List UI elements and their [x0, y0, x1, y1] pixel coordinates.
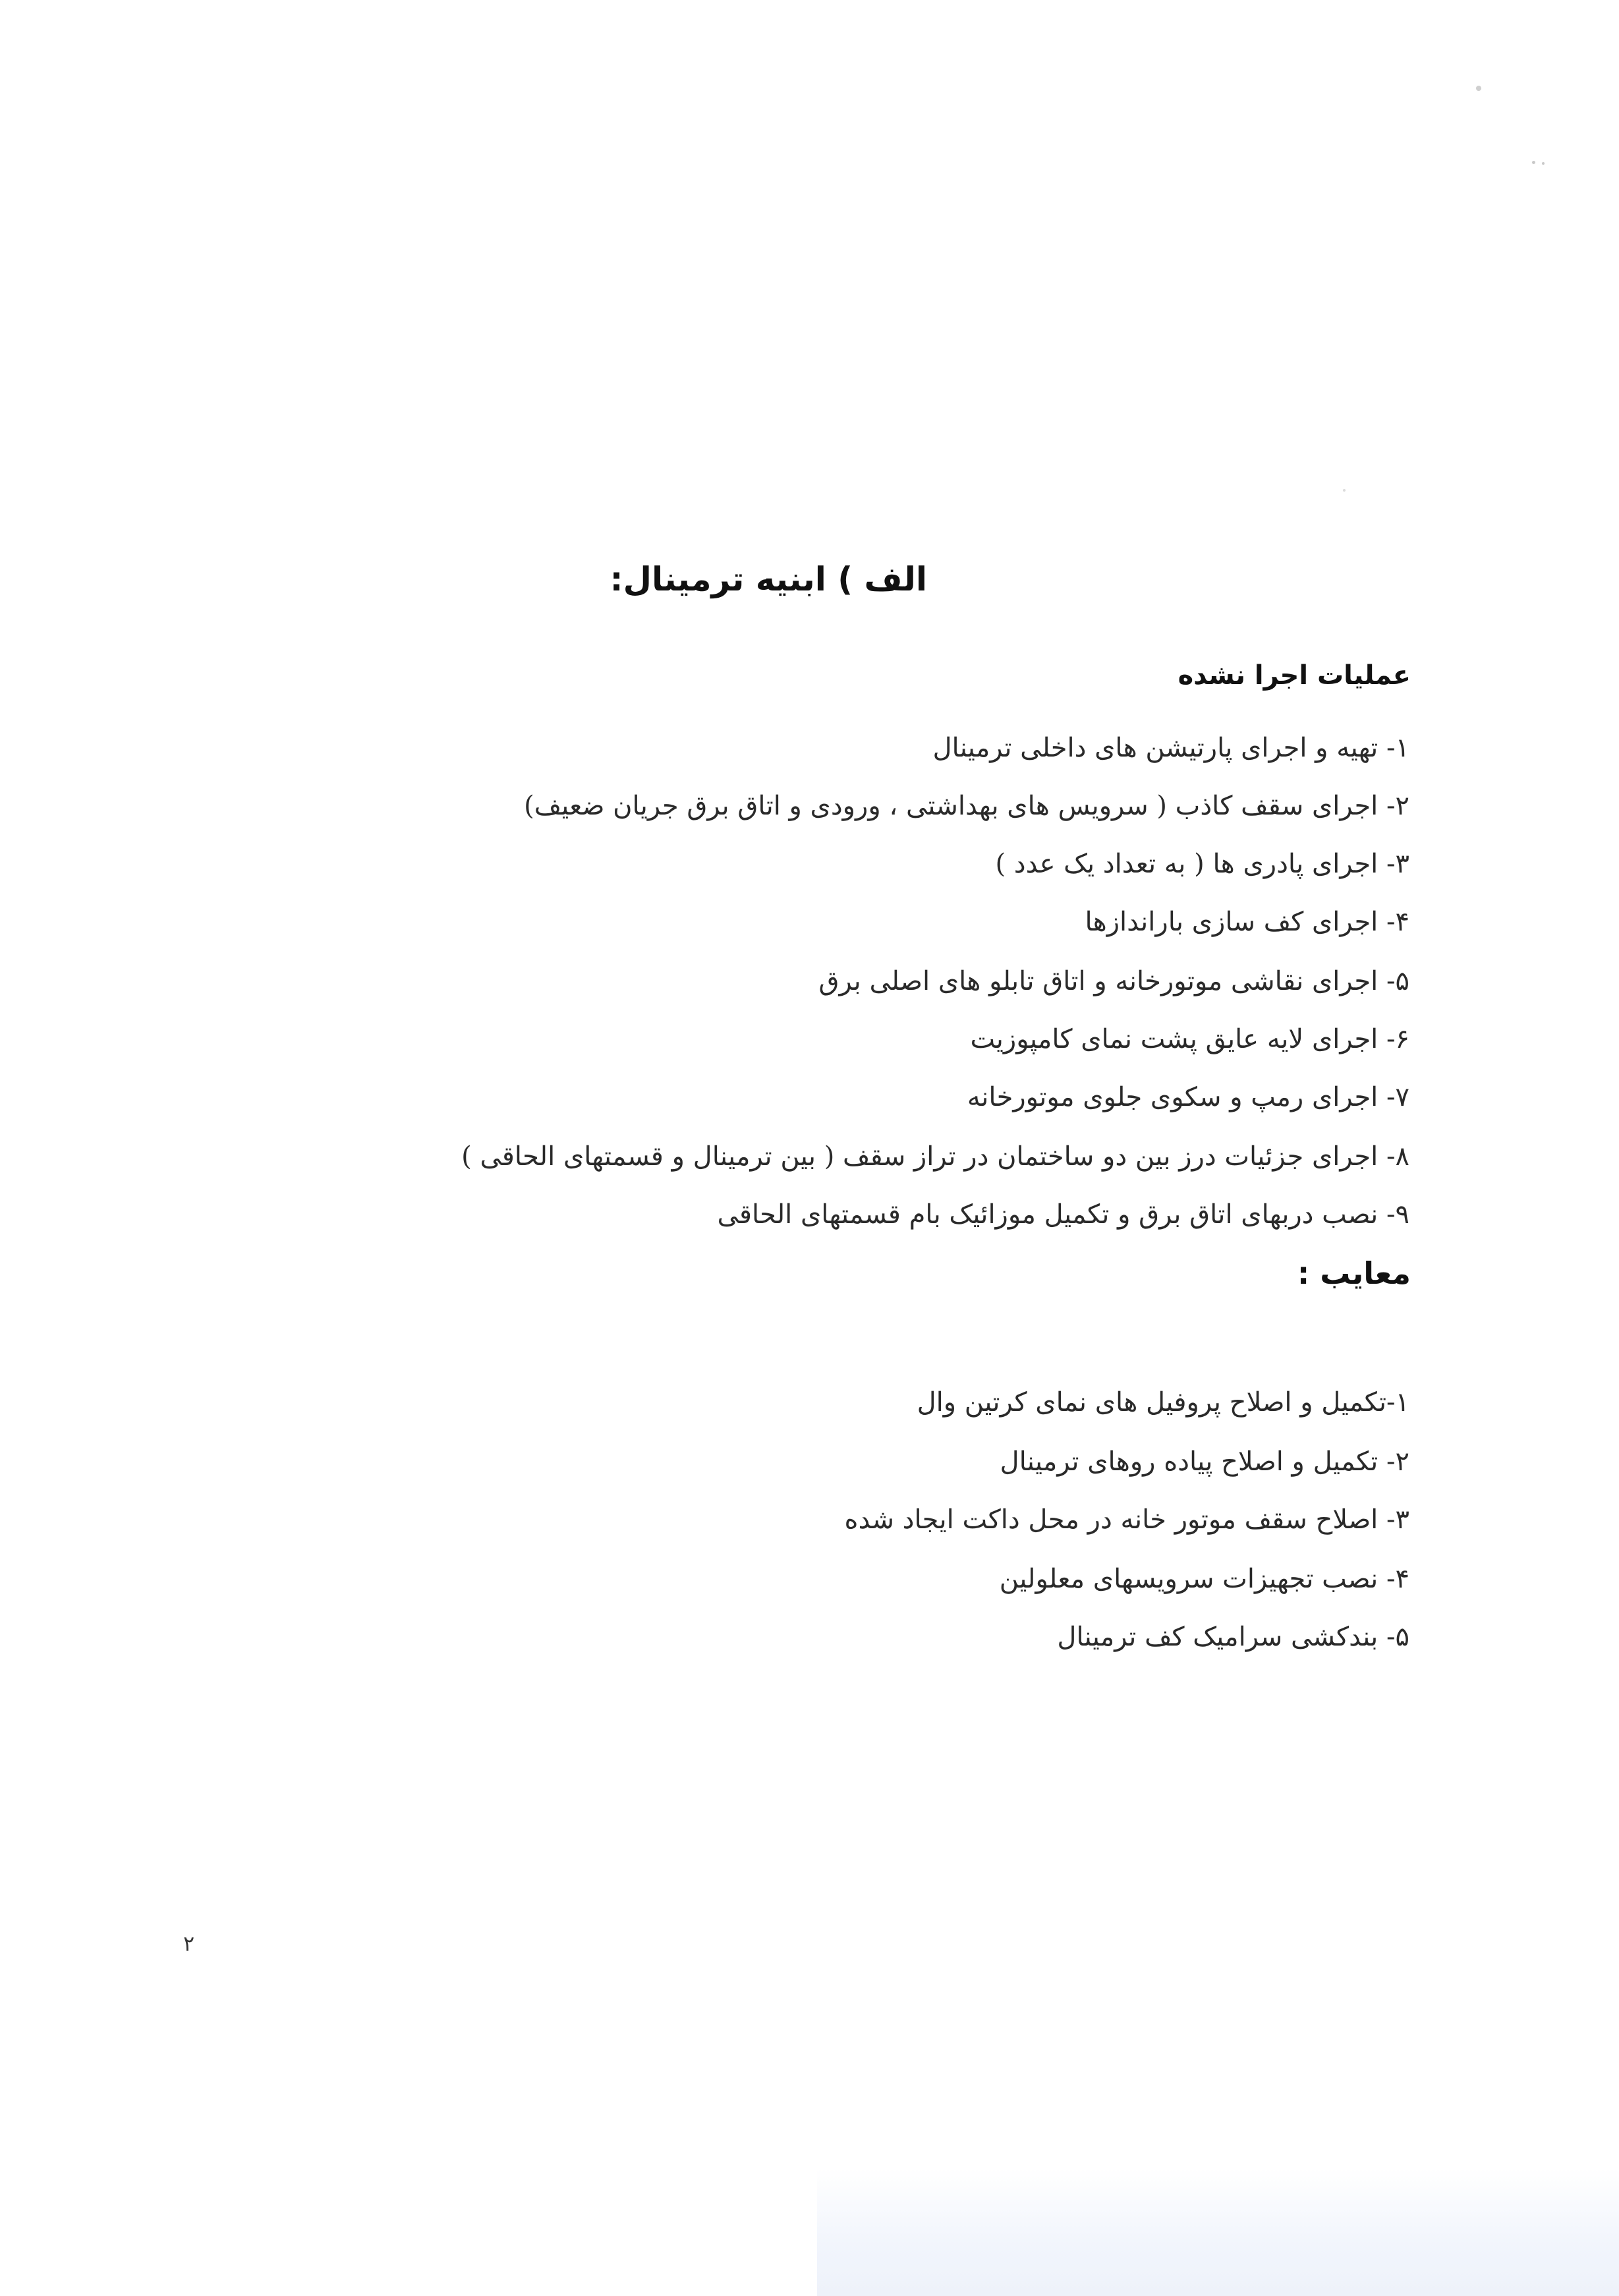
- list-item: ۳- اجرای پادری ها ( به تعداد یک عدد ): [995, 849, 1409, 879]
- list-item: ۴- نصب تجهیزات سرویسهای معلولین: [999, 1564, 1409, 1594]
- section-heading-not-executed: عملیات اجرا نشده: [1178, 660, 1411, 691]
- scan-tint: [817, 2168, 1619, 2296]
- page-number: ۲: [183, 1931, 195, 1956]
- list-item: ۳- اصلاح سقف موتور خانه در محل داکت ایجاد شده: [844, 1505, 1409, 1535]
- section-heading-defects: معایب :: [1297, 1255, 1411, 1291]
- list-item: ۷- اجرای رمپ و سکوی جلوی موتورخانه: [967, 1082, 1409, 1112]
- scan-speck: [1476, 86, 1481, 91]
- list-item: ۱-تکمیل و اصلاح پروفیل های نمای کرتین وال: [917, 1387, 1409, 1418]
- list-item: ۲- اجرای سقف کاذب ( سرویس های بهداشتی ، ورودی و اتاق برق جریان ضعیف): [524, 791, 1409, 821]
- list-item: ۴- اجرای کف سازی باراندازها: [1085, 907, 1409, 937]
- list-item: ۲- تکمیل و اصلاح پیاده روهای ترمینال: [1000, 1447, 1409, 1477]
- list-item: ۱- تهیه و اجرای پارتیشن های داخلی ترمینال: [932, 733, 1409, 763]
- list-item: ۶- اجرای لایه عایق پشت نمای کامپوزیت: [970, 1024, 1409, 1054]
- list-item: ۸- اجرای جزئیات درز بین دو ساختمان در تراز سقف ( بین ترمینال و قسمتهای الحاقی ): [461, 1141, 1409, 1172]
- document-title: الف ) ابنیه ترمینال:: [610, 560, 927, 598]
- scan-speck: [1343, 489, 1346, 492]
- list-item: ۵- اجرای نقاشی موتورخانه و اتاق تابلو های اصلی برق: [818, 966, 1409, 996]
- scan-speck: [1542, 162, 1545, 165]
- list-item: ۵- بندکشی سرامیک کف ترمینال: [1057, 1622, 1409, 1652]
- scan-speck: [1532, 161, 1535, 164]
- list-item: ۹- نصب دربهای اتاق برق و تکمیل موزائیک بام قسمتهای الحاقی: [717, 1199, 1409, 1230]
